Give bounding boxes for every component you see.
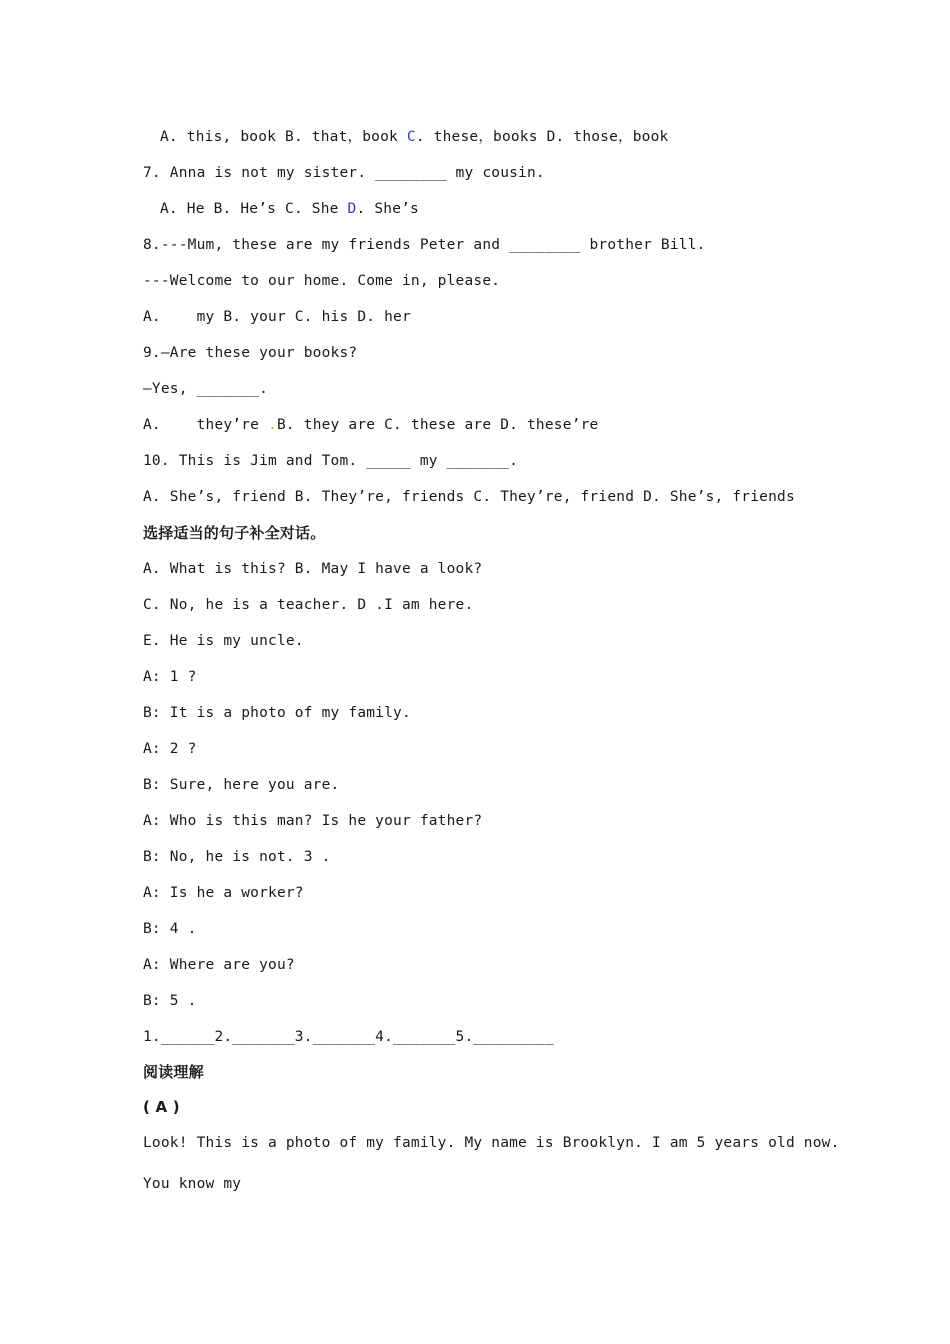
- dialogue-choice-cd: C. No, he is a teacher. D .I am here.: [143, 597, 474, 613]
- question-8: 8.---Mum, these are my friends Peter and ________ brother Bill.: [143, 237, 706, 253]
- dialogue-line-4: B: Sure, here you are.: [143, 777, 340, 793]
- question-7-options: [160, 199, 419, 219]
- dialogue-line-9: A: Where are you?: [143, 957, 295, 973]
- answer-blanks: 1.______2._______3._______4._______5._________: [143, 1029, 554, 1045]
- question-9-options: [143, 415, 598, 435]
- question-7: 7. Anna is not my sister. ________ my cousin.: [143, 165, 545, 181]
- dialogue-line-1: A: 1 ?: [143, 669, 197, 685]
- question-9: 9.—Are these your books?: [143, 345, 358, 361]
- dialogue-choice-ab: A. What is this? B. May I have a look?: [143, 561, 483, 577]
- question-10-options: A. She’s, friend B. They’re, friends C. They’re, friend D. She’s, friends: [143, 489, 795, 505]
- section-reading-title: 阅读理解: [143, 1063, 204, 1081]
- dialogue-choice-e: E. He is my uncle.: [143, 633, 304, 649]
- dialogue-line-8: B: 4 .: [143, 921, 197, 937]
- question-10: 10. This is Jim and Tom. _____ my _______.: [143, 453, 519, 469]
- dialogue-line-10: B: 5 .: [143, 993, 197, 1009]
- dialogue-line-6: B: No, he is not. 3 .: [143, 849, 331, 865]
- q9-options-pre: A. they’re: [143, 417, 269, 433]
- question-8-options: A. my B. your C. his D. her: [143, 309, 411, 325]
- question-8-reply: ---Welcome to our home. Come in, please.: [143, 273, 501, 289]
- question-6-options: [160, 127, 668, 147]
- q7-options-post: . She’s: [356, 201, 419, 217]
- passage-label: ( A ): [143, 1098, 180, 1116]
- dialogue-line-3: A: 2 ?: [143, 741, 197, 757]
- q6-option-c-letter: C: [406, 129, 416, 145]
- question-9-reply: —Yes, _______.: [143, 381, 269, 397]
- dialogue-line-7: A: Is he a worker?: [143, 885, 304, 901]
- passage-line-2: You know my: [143, 1176, 242, 1192]
- q6-options-pre: A. this, book B. that，book: [160, 129, 407, 145]
- q9-options-dot: .: [268, 417, 277, 433]
- q9-options-post: B. they are C. these are D. these’re: [276, 417, 599, 433]
- dialogue-line-5: A: Who is this man? Is he your father?: [143, 813, 483, 829]
- dialogue-line-2: B: It is a photo of my family.: [143, 705, 411, 721]
- q6-options-post: . these，books D. those，book: [415, 129, 669, 145]
- section-dialogue-title: 选择适当的句子补全对话。: [143, 524, 326, 542]
- passage-line-1: Look! This is a photo of my family. My name is Brooklyn. I am 5 years old now.: [143, 1135, 840, 1151]
- q7-option-d-letter: D: [347, 201, 357, 217]
- q7-options-pre: A. He B. He’s C. She: [160, 201, 348, 217]
